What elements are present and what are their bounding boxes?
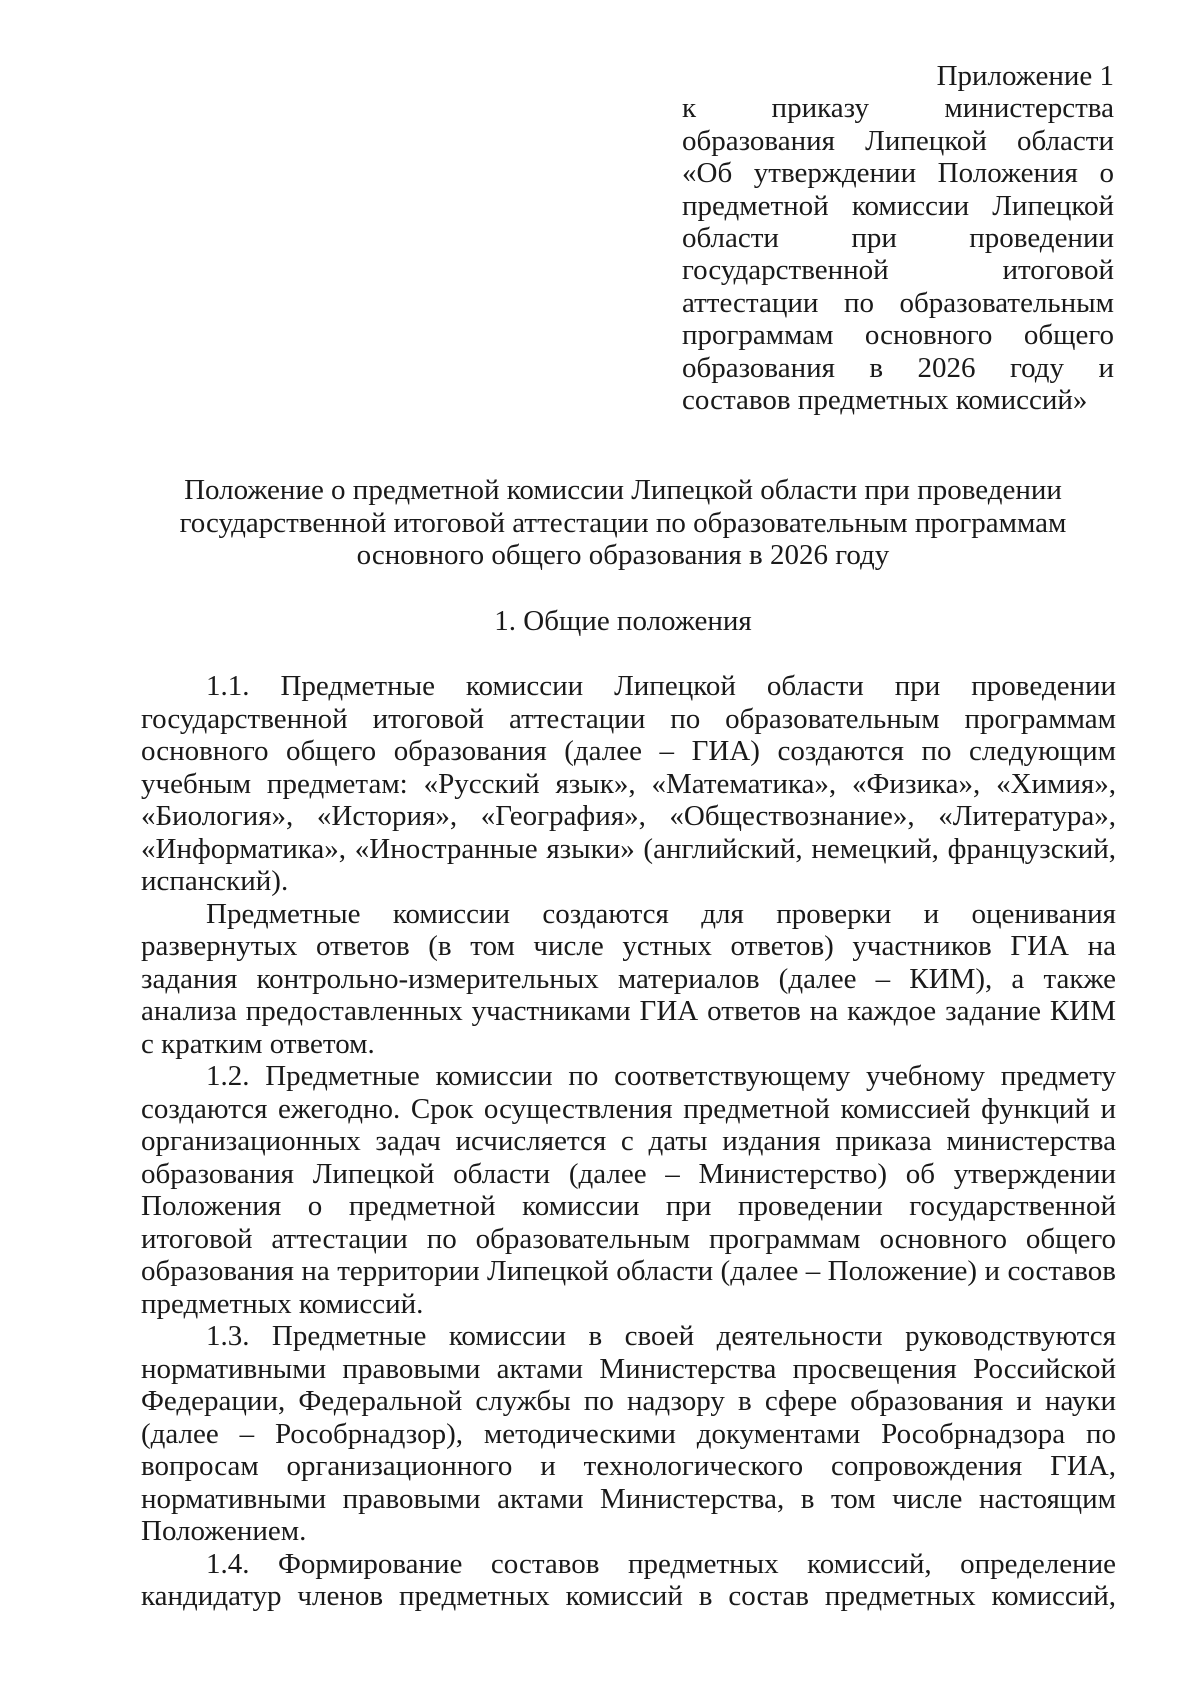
document-title-line: государственной итоговой аттестации по образовательным программам: [179, 506, 1067, 539]
paragraph-1-3: 1.3. Предметные комиссии в своей деятельности руководствуются нормативными правовыми актами Министерства просвещения Российской Федерации, Федеральной службы по надзору в сфере образования и науки (далее – Рособрнадзор), методическими документами Рособрнадзора по вопросам организационного и технологического сопровождения ГИА, нормативными правовыми актами Министерства, в том числе настоящим Положением.: [141, 1320, 1116, 1547]
paragraph-1-4: 1.4. Формирование составов предметных комиссий, определение кандидатур членов предметных комиссий в состав предметных комиссий,: [141, 1547, 1116, 1612]
appendix-header: [682, 60, 1114, 416]
appendix-reference: к приказу министерства образования Липецкой области «Об утверждении Положения о предметной комиссии Липецкой области при проведении государственной итоговой аттестации по образовательным программам основного общего образования в 2026 году и составов предметных комиссий»: [682, 92, 1114, 417]
document-title: [130, 474, 1116, 572]
document-title-line: основного общего образования в 2026 году: [356, 539, 890, 572]
paragraph-1-1-continued: Предметные комиссии создаются для проверки и оценивания развернутых ответов (в том числе устных ответов) участников ГИА на задания контрольно-измерительных материалов (далее – КИМ), а также анализа предоставленных участниками ГИА ответов на каждое задание КИМ с кратким ответом.: [141, 897, 1116, 1060]
section-heading: 1. Общие положения: [494, 605, 752, 637]
document-body: [141, 670, 1116, 1613]
document-title-line: Положение о предметной комиссии Липецкой области при проведении: [184, 474, 1062, 506]
paragraph-1-2: 1.2. Предметные комиссии по соответствующему учебному предмету создаются ежегодно. Срок осуществления предметной комиссией функций и организационных задач исчисляется с даты издания приказа министерства образования Липецкой области (далее – Министерство) об утверждении Положения о предметной комиссии при проведении государственной итоговой аттестации по образовательным программам основного общего образования на территории Липецкой области (далее – Положение) и составов предметных комиссий.: [141, 1060, 1116, 1320]
paragraph-1-1: 1.1. Предметные комиссии Липецкой области при проведении государственной итоговой аттестации по образовательным программам основного общего образования (далее – ГИА) создаются по следующим учебным предметам: «Русский язык», «Математика», «Физика», «Химия», «Биология», «История», «География», «Обществознание», «Литература», «Информатика», «Иностранные языки» (английский, немецкий, французский, испанский).: [141, 670, 1116, 897]
appendix-title: Приложение 1: [936, 60, 1114, 92]
